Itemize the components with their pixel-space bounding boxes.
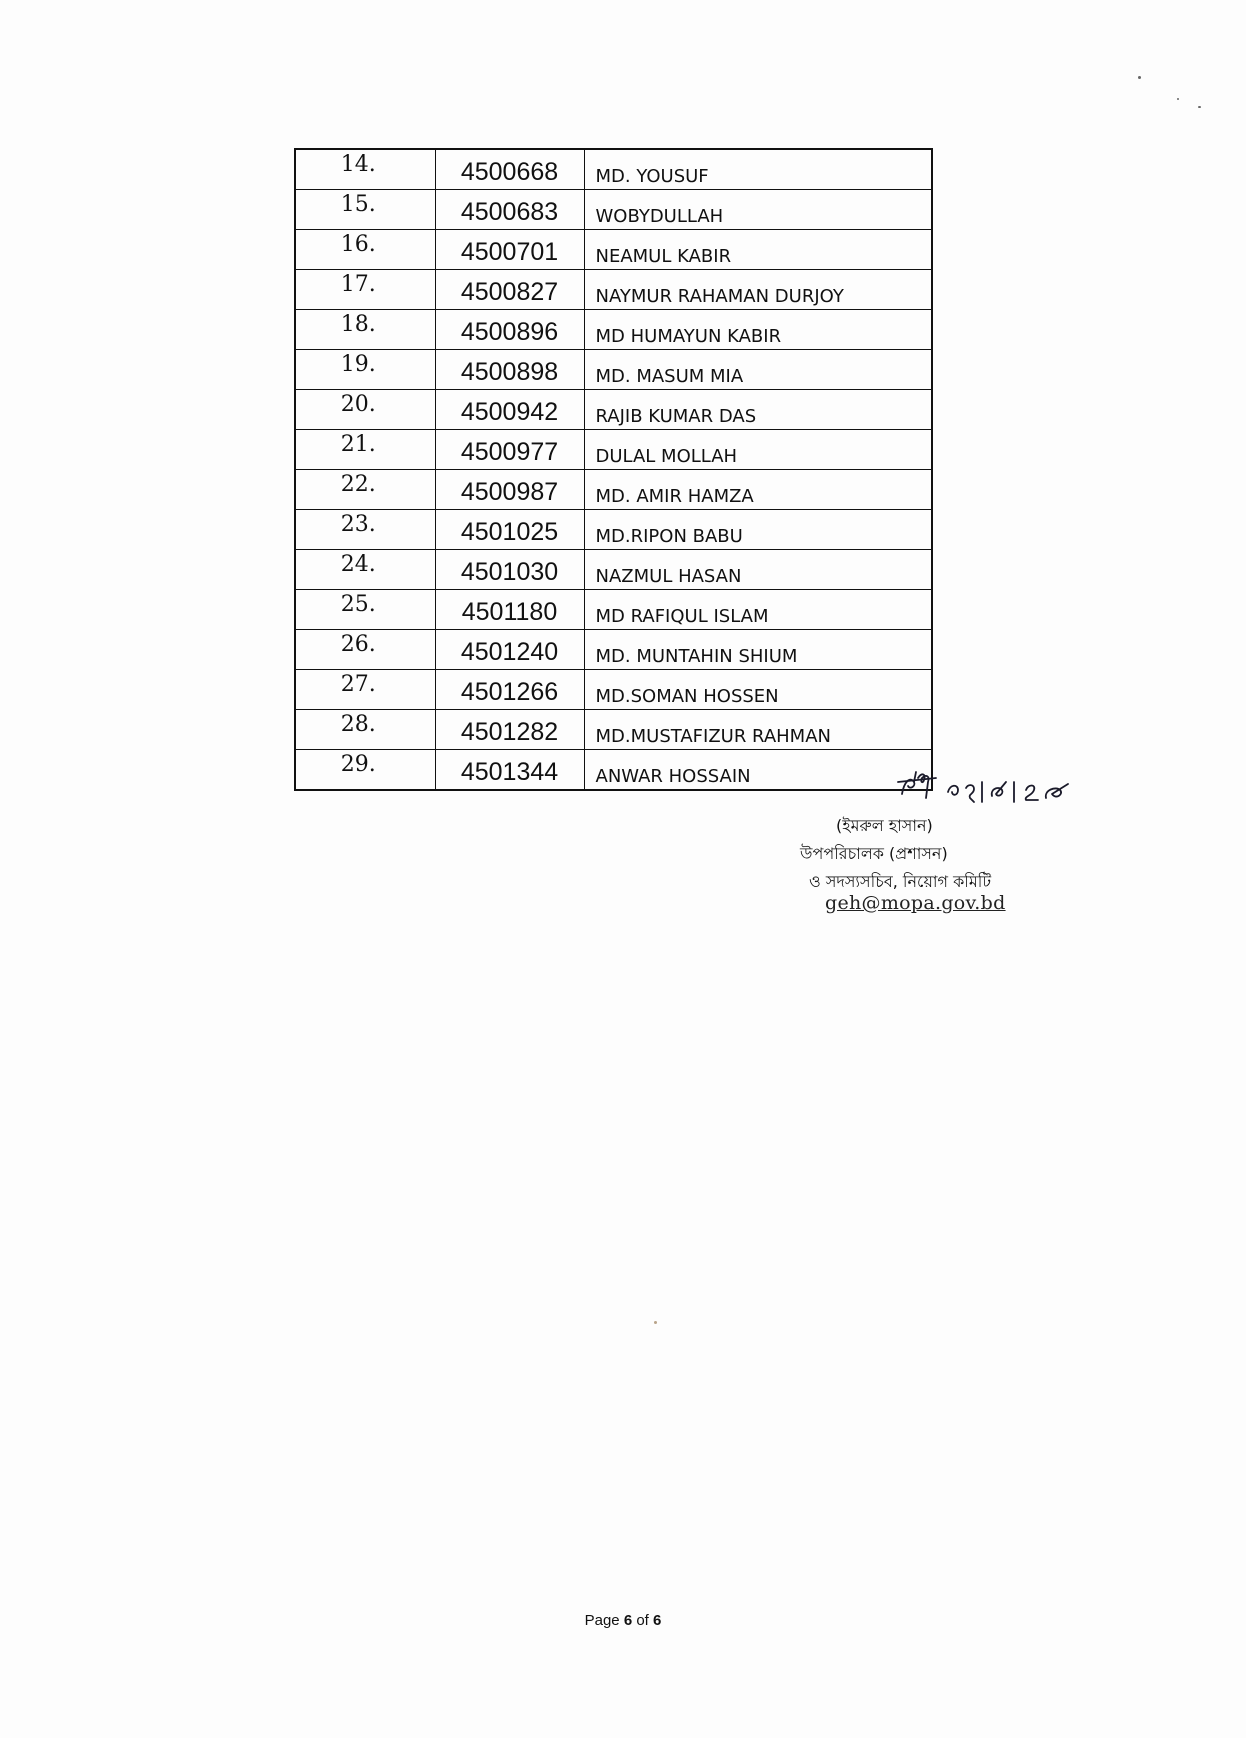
name-cell: MD.RIPON BABU: [584, 510, 932, 550]
table-row: [295, 149, 932, 190]
serial-cell: 19.: [295, 350, 435, 390]
serial-cell: 14.: [295, 149, 435, 190]
scan-speck: [1138, 76, 1141, 79]
signatory-email: geh@mopa.gov.bd: [825, 892, 1006, 914]
table-row: [295, 710, 932, 750]
name-cell: RAJIB KUMAR DAS: [584, 390, 932, 430]
serial-cell: 27.: [295, 670, 435, 710]
table-row: [295, 750, 932, 791]
page-footer: [0, 1612, 1246, 1629]
name-cell: MD RAFIQUL ISLAM: [584, 590, 932, 630]
roll-cell: 4500701: [435, 230, 584, 270]
serial-cell: 20.: [295, 390, 435, 430]
roll-cell: 4501025: [435, 510, 584, 550]
roll-cell: 4500827: [435, 270, 584, 310]
candidate-table: [294, 148, 933, 791]
serial-cell: 29.: [295, 750, 435, 791]
serial-cell: 24.: [295, 550, 435, 590]
roll-cell: 4500683: [435, 190, 584, 230]
signatory-name: (ইমরুল হাসান): [836, 816, 933, 835]
serial-cell: 18.: [295, 310, 435, 350]
serial-cell: 25.: [295, 590, 435, 630]
name-cell: ANWAR HOSSAIN: [584, 750, 932, 791]
footer-total-pages: 6: [653, 1612, 662, 1629]
roll-cell: 4501344: [435, 750, 584, 791]
table-row: [295, 510, 932, 550]
name-cell: NAZMUL HASAN: [584, 550, 932, 590]
roll-cell: 4500977: [435, 430, 584, 470]
name-cell: MD.MUSTAFIZUR RAHMAN: [584, 710, 932, 750]
serial-cell: 23.: [295, 510, 435, 550]
footer-current-page: 6: [623, 1612, 633, 1629]
scan-speck: [1198, 106, 1201, 108]
name-cell: MD. MASUM MIA: [584, 350, 932, 390]
table-row: [295, 430, 932, 470]
candidate-table-body: [295, 149, 932, 790]
footer-of-word: of: [636, 1612, 649, 1629]
serial-cell: 26.: [295, 630, 435, 670]
signatory-designation: উপপরিচালক (প্রশাসন): [800, 844, 948, 863]
roll-cell: 4501030: [435, 550, 584, 590]
serial-cell: 28.: [295, 710, 435, 750]
name-cell: MD.SOMAN HOSSEN: [584, 670, 932, 710]
name-cell: WOBYDULLAH: [584, 190, 932, 230]
footer-page-word: Page: [584, 1612, 620, 1629]
roll-cell: 4501180: [435, 590, 584, 630]
name-cell: MD. MUNTAHIN SHIUM: [584, 630, 932, 670]
roll-cell: 4501266: [435, 670, 584, 710]
table-row: [295, 390, 932, 430]
table-row: [295, 550, 932, 590]
table-row: [295, 350, 932, 390]
name-cell: MD HUMAYUN KABIR: [584, 310, 932, 350]
table-row: [295, 470, 932, 510]
table-row: [295, 230, 932, 270]
name-cell: DULAL MOLLAH: [584, 430, 932, 470]
name-cell: MD. AMIR HAMZA: [584, 470, 932, 510]
serial-cell: 15.: [295, 190, 435, 230]
table-row: [295, 310, 932, 350]
roll-cell: 4500898: [435, 350, 584, 390]
serial-cell: 22.: [295, 470, 435, 510]
name-cell: NAYMUR RAHAMAN DURJOY: [584, 270, 932, 310]
roll-cell: 4500987: [435, 470, 584, 510]
table-row: [295, 670, 932, 710]
handwritten-signature: [896, 768, 1086, 810]
roll-cell: 4500668: [435, 149, 584, 190]
name-cell: MD. YOUSUF: [584, 149, 932, 190]
serial-cell: 21.: [295, 430, 435, 470]
roll-cell: 4501282: [435, 710, 584, 750]
roll-cell: 4501240: [435, 630, 584, 670]
serial-cell: 17.: [295, 270, 435, 310]
table-row: [295, 590, 932, 630]
scan-speck: [1177, 98, 1179, 100]
serial-cell: 16.: [295, 230, 435, 270]
name-cell: NEAMUL KABIR: [584, 230, 932, 270]
table-row: [295, 630, 932, 670]
table-row: [295, 190, 932, 230]
scan-speck: [654, 1321, 657, 1324]
signatory-committee-role: ও সদস্যসচিব, নিয়োগ কমিটি: [809, 872, 992, 891]
roll-cell: 4500896: [435, 310, 584, 350]
roll-cell: 4500942: [435, 390, 584, 430]
table-row: [295, 270, 932, 310]
